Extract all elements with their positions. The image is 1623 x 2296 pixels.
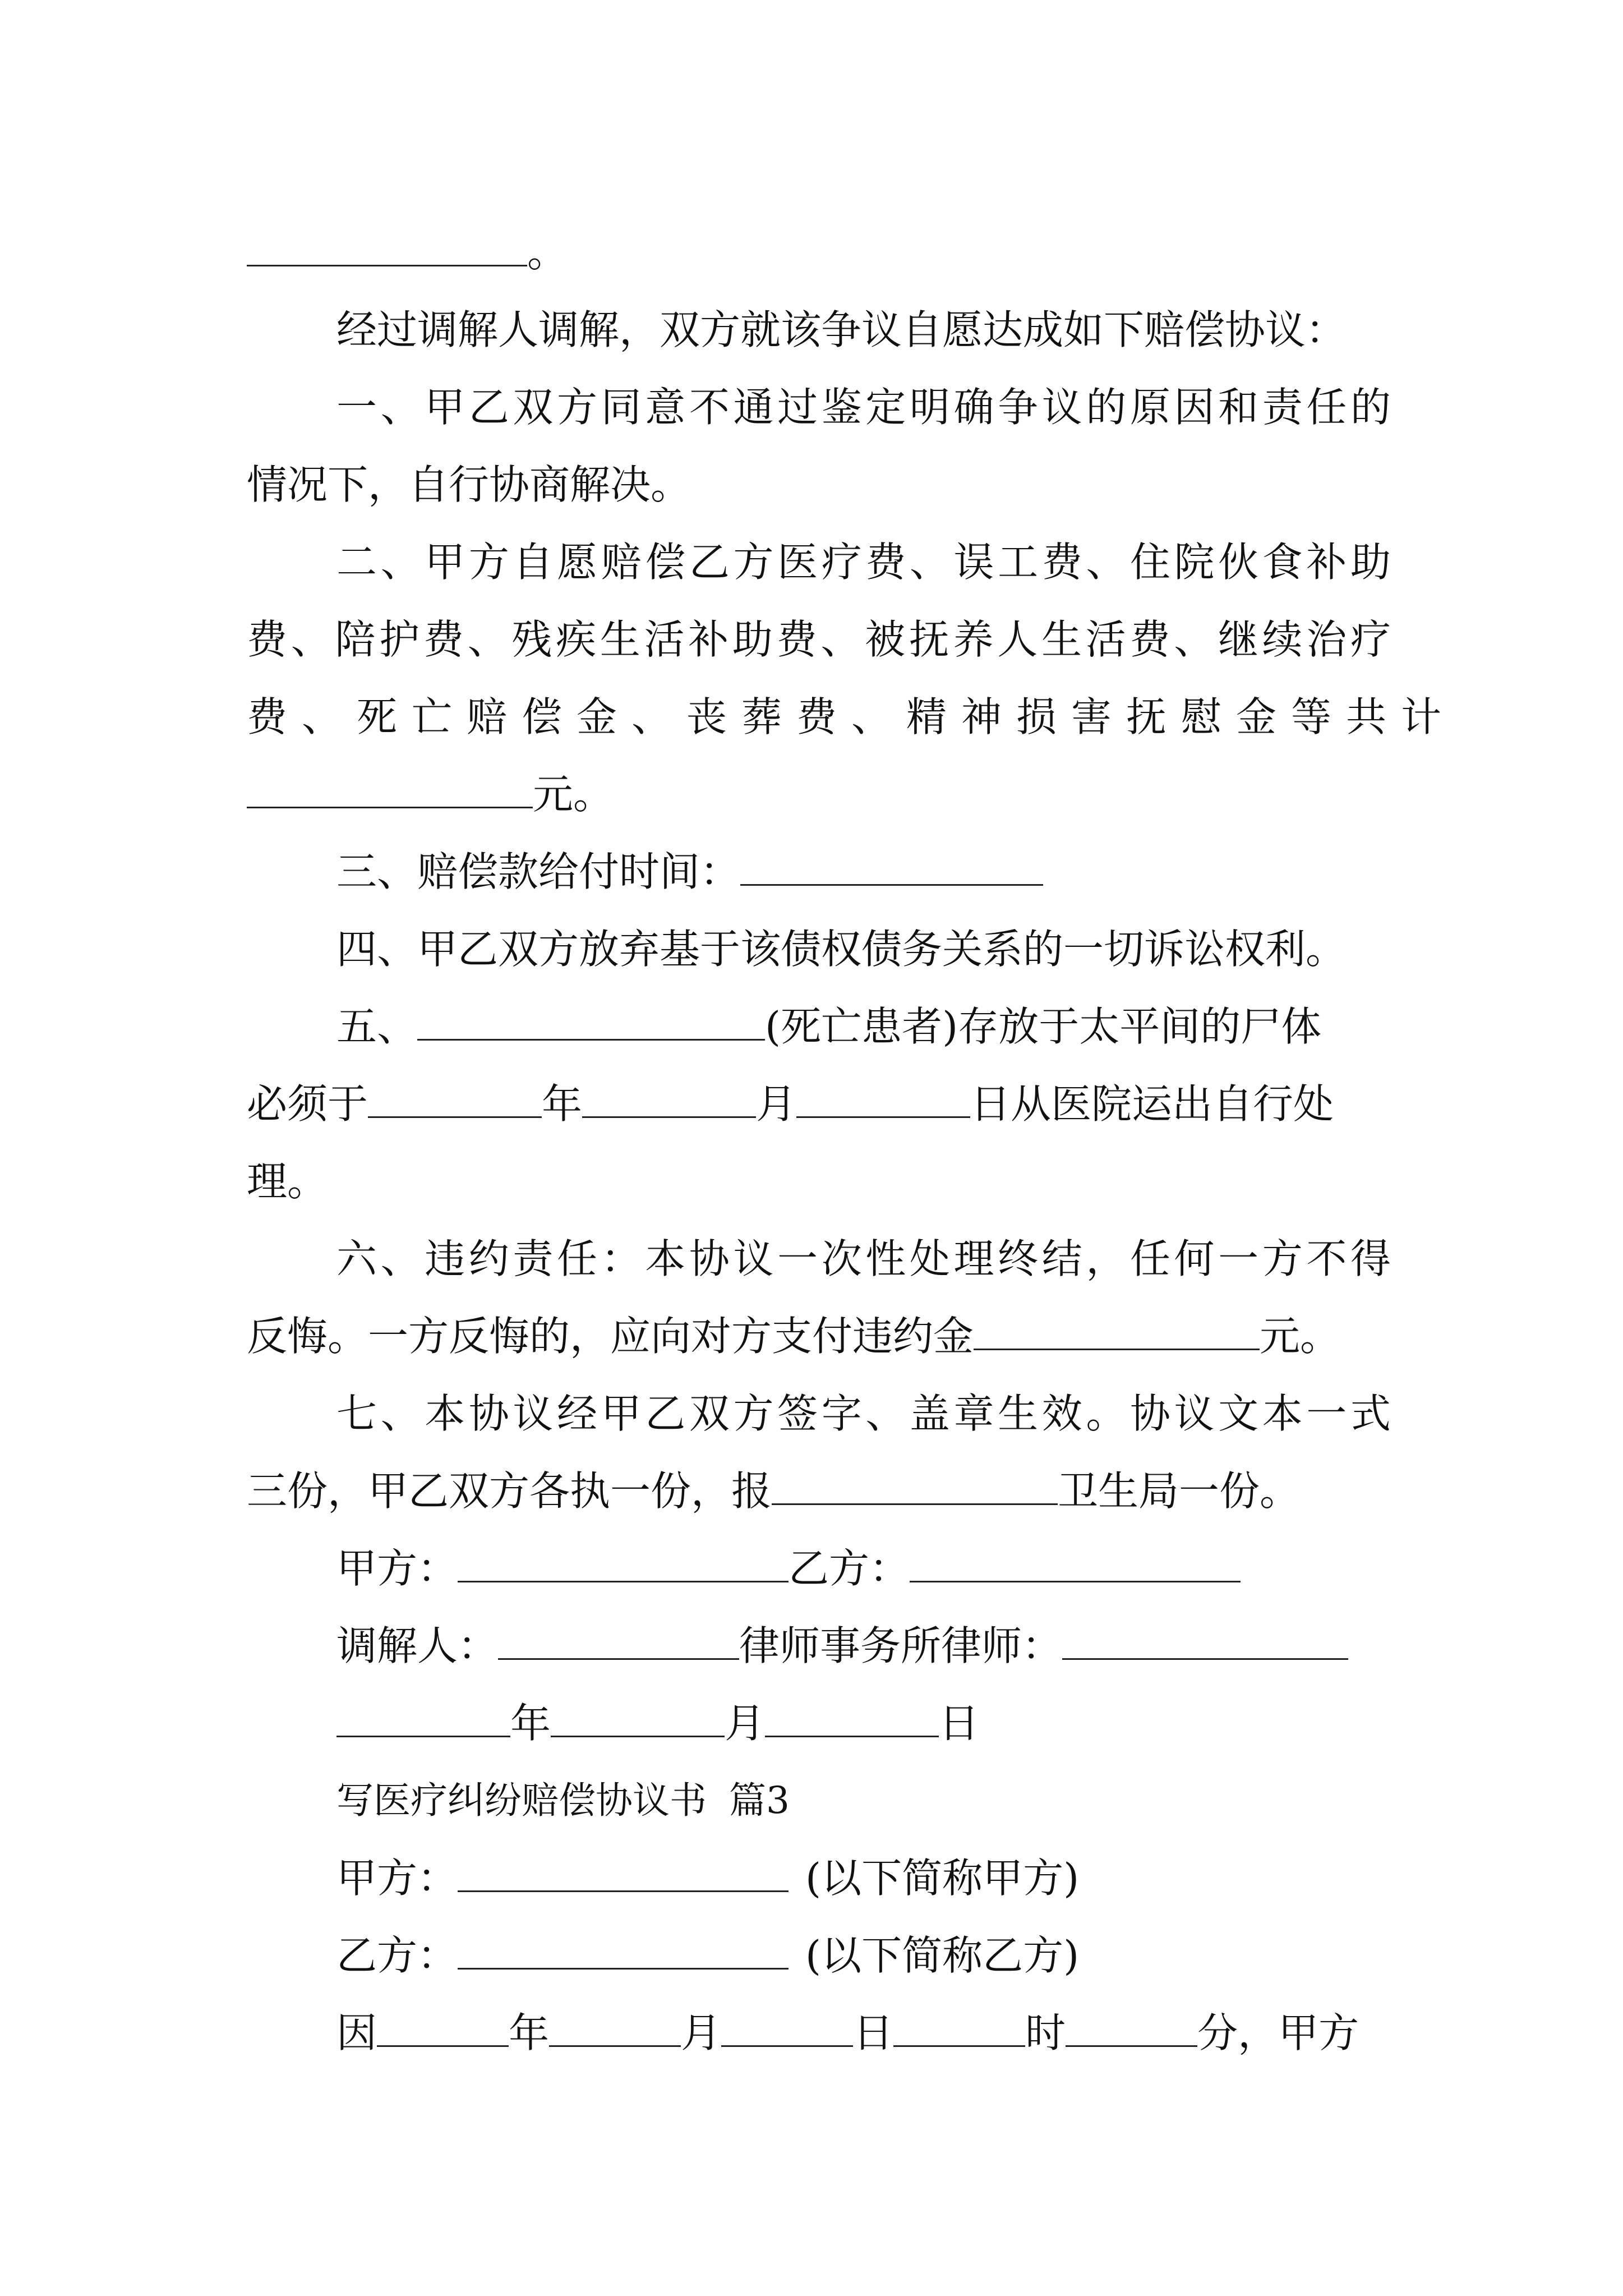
line-text: 卫生局一份。 <box>1058 1467 1301 1515</box>
fill-blank <box>910 1544 1241 1582</box>
fill-blank <box>247 770 533 808</box>
line-text: 日 <box>853 2009 894 2056</box>
line-text: 理。 <box>247 1158 328 1205</box>
fill-blank <box>1066 2008 1197 2047</box>
line-text: 三、赔偿款给付时间： <box>336 848 741 895</box>
doc-line-12 <box>247 1070 1391 1138</box>
line-text: 必须于 <box>247 1080 368 1128</box>
fill-blank <box>721 2008 853 2047</box>
line-text: 月 <box>725 1700 766 1747</box>
fill-blank <box>740 847 1043 886</box>
line-text: 时 <box>1025 2009 1066 2056</box>
line-text: 七、本协议经甲乙双方签字、盖章生效。协议文本一式 <box>336 1390 1391 1437</box>
fill-blank <box>247 228 527 266</box>
doc-line-17 <box>247 1457 1391 1525</box>
line-text: 甲方： <box>336 1545 458 1592</box>
line-text: 律师事务所律师： <box>739 1622 1063 1669</box>
section-heading <box>336 1767 1391 1834</box>
doc-line-24 <box>336 1999 1391 2067</box>
doc-line-8 <box>247 761 1391 828</box>
fill-blank <box>974 1312 1260 1350</box>
doc-line-13 <box>247 1148 1391 1215</box>
line-text: 经过调解人调解，双方就该争议自愿达成如下赔偿协议： <box>336 306 1347 353</box>
doc-line-7 <box>247 683 1456 751</box>
line-text: 一、甲乙双方同意不通过鉴定明确争议的原因和责任的 <box>336 384 1391 431</box>
fill-blank <box>582 1079 756 1118</box>
fill-blank <box>498 1621 739 1660</box>
doc-line-20 <box>336 1690 1391 1757</box>
line-text: (以下简称乙方) <box>805 1932 1080 1979</box>
doc-line-5 <box>336 528 1391 596</box>
doc-line-4 <box>247 451 1391 518</box>
fill-blank <box>772 1466 1058 1505</box>
doc-line-2 <box>336 296 1391 364</box>
fill-blank <box>549 2008 681 2047</box>
line-text: 。 <box>527 229 568 276</box>
fill-blank <box>796 1079 970 1118</box>
fill-blank <box>551 1699 725 1737</box>
line-text: 情况下，自行协商解决。 <box>247 461 691 508</box>
line-text: 四、甲乙双方放弃基于该债权债务关系的一切诉讼权利。 <box>336 926 1347 973</box>
doc-line-1 <box>247 219 1391 286</box>
line-text: 年 <box>542 1080 583 1128</box>
line-text: 费、陪护费、残疾生活补助费、被抚养人生活费、继续治疗 <box>247 616 1391 663</box>
fill-blank <box>1062 1621 1348 1660</box>
line-text: 五、 <box>336 1003 418 1050</box>
line-text: 月 <box>681 2009 722 2056</box>
fill-blank <box>458 1853 789 1892</box>
doc-line-6 <box>247 606 1391 673</box>
line-text: 甲方： <box>336 1855 458 1902</box>
doc-line-19 <box>336 1612 1391 1680</box>
doc-line-16 <box>336 1380 1391 1447</box>
line-text: 分，甲方 <box>1197 2009 1359 2056</box>
doc-line-9 <box>336 838 1391 905</box>
line-text: 六、违约责任：本协议一次性处理终结，任何一方不得 <box>336 1235 1391 1282</box>
line-text: 因 <box>336 2009 377 2056</box>
doc-line-11 <box>336 993 1391 1060</box>
heading-text: 写医疗纠纷赔偿协议书 <box>336 1779 707 1822</box>
line-text: 年 <box>510 1700 551 1747</box>
line-text: 费、死亡赔偿金、丧葬费、精神损害抚慰金等共计 <box>247 693 1456 740</box>
line-text: 年 <box>509 2009 550 2056</box>
line-text: 元。 <box>1260 1313 1341 1360</box>
fill-blank <box>458 1931 789 1970</box>
fill-blank <box>458 1544 789 1582</box>
line-text: 月 <box>756 1080 797 1128</box>
line-text: 反悔。一方反悔的，应向对方支付违约金 <box>247 1313 974 1360</box>
doc-line-22 <box>336 1844 1391 1912</box>
line-text: (死亡患者)存放于太平间的尸体 <box>765 1003 1322 1050</box>
line-text: (以下简称甲方) <box>805 1855 1080 1902</box>
fill-blank <box>368 1079 542 1118</box>
fill-blank <box>893 2008 1025 2047</box>
doc-line-14 <box>336 1225 1391 1292</box>
line-text: 三份，甲乙双方各执一份，报 <box>247 1467 772 1515</box>
fill-blank <box>417 1002 765 1041</box>
doc-line-10 <box>336 915 1391 983</box>
line-text: 调解人： <box>336 1622 499 1669</box>
line-text: 日 <box>939 1700 980 1747</box>
line-text: 二、甲方自愿赔偿乙方医疗费、误工费、住院伙食补助 <box>336 539 1391 586</box>
doc-line-15 <box>247 1303 1391 1370</box>
doc-line-3 <box>336 374 1391 441</box>
line-text: 日从医院运出自行处 <box>970 1080 1334 1128</box>
line-text: 元。 <box>533 771 614 818</box>
fill-blank <box>377 2008 509 2047</box>
fill-blank <box>336 1699 510 1737</box>
line-text: 乙方： <box>789 1545 910 1592</box>
line-text: 乙方： <box>336 1932 458 1979</box>
doc-line-18 <box>336 1535 1391 1602</box>
section-number: 篇3 <box>729 1779 790 1822</box>
doc-line-23 <box>336 1922 1391 1989</box>
fill-blank <box>765 1699 939 1737</box>
